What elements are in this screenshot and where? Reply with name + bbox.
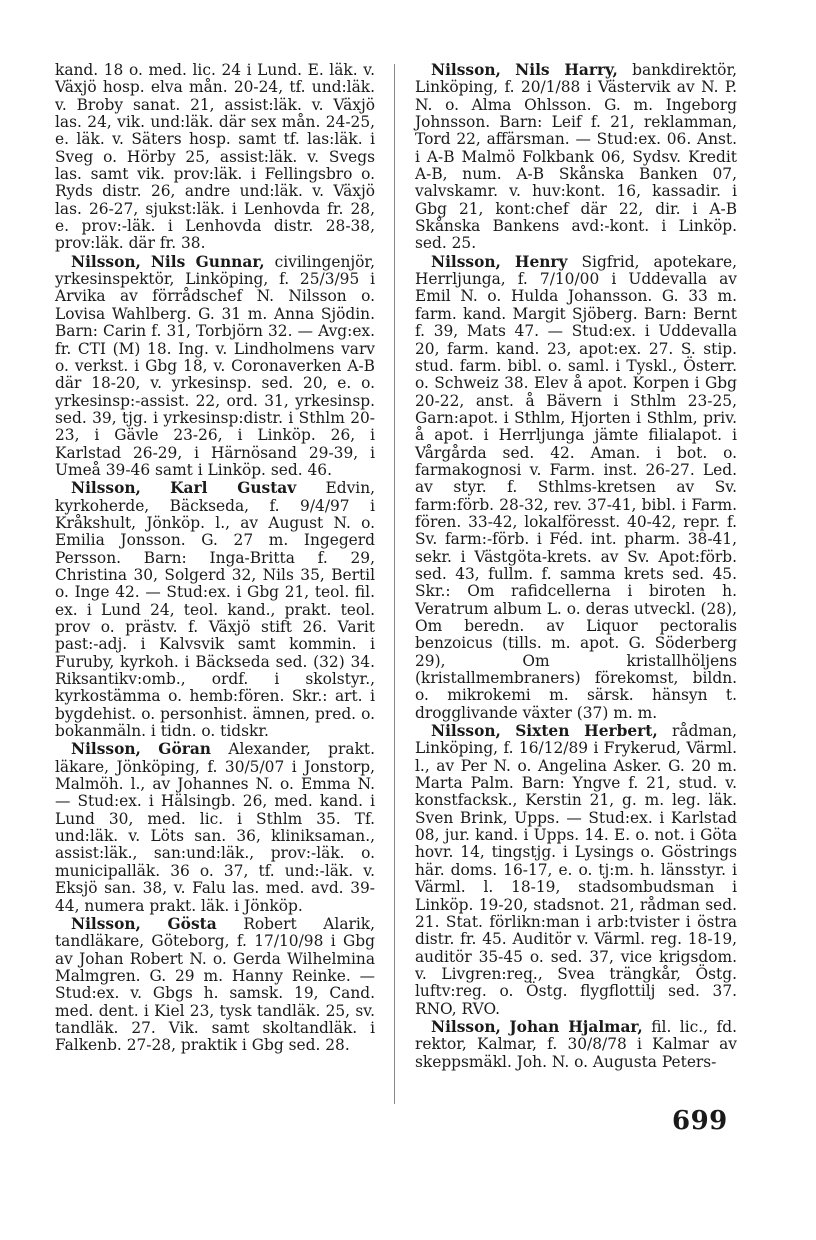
entry-given-name: Nils Harry,	[515, 61, 618, 79]
biography-entry	[415, 254, 737, 722]
entry-surname: Nilsson,	[431, 252, 501, 271]
entry-given-name: Henry	[514, 252, 568, 271]
column-divider	[394, 64, 395, 1104]
entry-given-name: Nils Gunnar,	[150, 252, 265, 271]
entry-surname: Nilsson,	[431, 1017, 501, 1036]
entry-surname: Nilsson,	[431, 722, 501, 741]
entry-text: bankdirektör, Linköping, f. 20/1/88 i Västervik av N. P. N. o. Alma Ohlsson. G. m. Ingeborg Johnsson. Barn: Leif f. 21, reklamman, Tord 22, affärsman. — Stud:ex. 06. Anst. i A-B Malmö Folkbank 06, Sydsv. Kredit A-B, num. A-B Skånska Banken 07, valvskamr. v. huv:kont. 16, kassadir. i Gbg 21, kont:chef där 22, dir. i A-B Skånska Bankens avd:-kont. i Linköp. sed. 25.	[415, 61, 737, 253]
page-number: 699	[672, 1106, 728, 1136]
right-column	[415, 62, 737, 1072]
entry-text: fil. lic., fd. rektor, Kalmar, f. 30/8/78 i Kalmar av skeppsmäkl. Joh. N. o. Augusta Peters-	[415, 1017, 737, 1071]
entry-given-name: Johan Hjalmar,	[509, 1017, 643, 1036]
entry-text: kand. 18 o. med. lic. 24 i Lund. E. läk. v. Växjö hosp. elva mån. 20-24, tf. und:läk. v. Broby sanat. 21, assist:läk. v. Växjö las. 24, vik. und:läk. där sex mån. 24-25, e. läk. v. Säters hosp. samt tf. las:läk. i Sveg o. Hörby 25, assist:läk. v. Svegs las. samt vik. prov:läk. i Fellingsbro o. Ryds distr. 26, andre und:läk. v. Växjö las. 26-27, sjukst:läk. i Lenhovda fr. 28, e. prov:-läk. i Lenhovda distr. 28-38, prov:läk. där fr. 38.	[55, 61, 375, 253]
entry-surname: Nilsson,	[431, 61, 501, 79]
entry-surname: Nilsson,	[71, 479, 141, 498]
biography-entry	[55, 254, 375, 479]
entry-given-name: Karl Gustav	[170, 479, 297, 498]
entry-given-name: Göran	[158, 740, 211, 759]
entry-text: civilingenjör, yrkesinspektör, Linköping, f. 25/3/95 i Arvika av förrådschef N. Nilsson o. Lovisa Wahlberg. G. 31 m. Anna Sjödin. Barn: Carin f. 31, Torbjörn 32. — Avg:ex. fr. CTI (M) 18. Ing. v. Lindholmens varv o. verkst. i Gbg 18, v. Coronaverken A-B där 18-20, v. yrkesinsp. sed. 20, e. o. yrkesinsp:-assist. 22, ord. 31, yrkesinsp. sed. 39, tjg. i yrkesinsp:distr. i Sthlm 20-23, i Gävle 23-26, i Linköp. 26, i Karlstad 26-29, i Härnösand 29-39, i Umeå 39-46 samt i Linköp. sed. 46.	[55, 252, 375, 479]
biography-entry	[415, 723, 737, 1018]
entry-given-name: Gösta	[167, 914, 217, 933]
biography-entry	[415, 62, 737, 253]
entry-surname: Nilsson,	[71, 914, 141, 933]
entry-text: Sigfrid, apotekare, Herrljunga, f. 7/10/00 i Uddevalla av Emil N. o. Hulda Johansson. G. 33 m. farm. kand. Margit Sjöberg. Barn: Bernt f. 39, Mats 47. — Stud:ex. i Uddevalla 20, farm. kand. 23, apot:ex. 27. S. stip. stud. farm. bibl. o. saml. i Tyskl., Österr. o. Schweiz 38. Elev å apot. Korpen i Gbg 20-22, anst. å Bävern i Sthlm 23-25, Garn:apot. i Sthlm, Hjorten i Sthlm, priv. å apot. i Herrljunga jämte filialapot. i Vårgårda sed. 42. Aman. i bot. o. farmakognosi v. Farm. inst. 26-27. Led. av styr. f. Sthlms-kretsen av Sv. farm:förb. 28-32, rev. 37-41, bibl. i Farm. fören. 33-42, lokalföresst. 40-42, repr. f. Sv. farm:-förb. i Féd. int. pharm. 38-41, sekr. i Västgöta-krets. av Sv. Apot:förb. sed. 43, fullm. f. samma krets sed. 45. Skr.: Om rafidcellerna i biroten h. Veratrum album L. o. deras utveckl. (28), Om beredn. av Liquor pectoralis benzoicus (tills. m. apot. G. Söderberg 29), Om kristallhöljens (kristallmembraners) förekomst, bildn. o. mikrokemi m. särsk. hänsyn t. drogglivande växter (37) m. m.	[415, 252, 737, 722]
entry-text: Robert Alarik, tandläkare, Göteborg, f. 17/10/98 i Gbg av Johan Robert N. o. Gerda Wilhelmina Malmgren. G. 29 m. Hanny Reinke. — Stud:ex. v. Gbgs h. samsk. 19, Cand. med. dent. i Kiel 23, tysk tandläk. 25, sv. tandläk. 27. Vik. samt skoltandläk. i Falkenb. 27-28, praktik i Gbg sed. 28.	[55, 914, 375, 1055]
biography-entry	[55, 480, 375, 740]
entry-text: rådman, Linköping, f. 16/12/89 i Frykerud, Värml. l., av Per N. o. Angelina Asker. G. 20 m. Marta Palm. Barn: Yngve f. 21, stud. v. konstfacksk., Kerstin 21, g. m. leg. läk. Sven Brink, Upps. — Stud:ex. i Karlstad 08, jur. kand. i Upps. 14. E. o. not. i Göta hovr. 14, tingstjg. i Lysings o. Göstrings här. doms. 16-17, e. o. tj:m. h. länsstyr. i Värml. l. 18-19, stadsombudsman i Linköp. 19-20, stadsnot. 21, rådman sed. 21. Stat. förlikn:man i arb:tvister i östra distr. fr. 45. Auditör v. Värml. reg. 18-19, auditör 35-45 o. sed. 37, vice krigsdom. v. Livgren:reg., Svea trängkår, Östg. luftv:reg. o. Östg. flygflottilj sed. 37. RNO, RVO.	[415, 722, 737, 1018]
biography-entry	[55, 916, 375, 1055]
biography-entry	[55, 741, 375, 914]
biography-entry-continued	[55, 62, 375, 253]
entry-surname: Nilsson,	[71, 740, 141, 759]
entry-text: Edvin, kyrkoherde, Bäckseda, f. 9/4/97 i Kråkshult, Jönköp. l., av August N. o. Emilia Jonsson. G. 27 m. Ingegerd Persson. Barn: Inga-Britta f. 29, Christina 30, Solgerd 32, Nils 35, Bertil o. Inge 42. — Stud:ex. i Gbg 21, teol. fil. ex. i Lund 24, teol. kand., prakt. teol. prov o. prästv. f. Växjö stift 26. Varit past:-adj. i Kalvsvik samt kommin. i Furuby, kyrkoh. i Bäckseda sed. (32) 34. Riksantikv:omb., ordf. i skolstyr., kyrkostämma o. hemb:fören. Skr.: art. i bygdehist. o. personhist. ämnen, pred. o. bokanmäln. i tidn. o. tidskr.	[55, 479, 375, 741]
entry-surname: Nilsson,	[71, 252, 141, 271]
entry-text: Alexander, prakt. läkare, Jönköping, f. 30/5/07 i Jonstorp, Malmöh. l., av Johannes N. o. Emma N. — Stud:ex. i Hälsingb. 26, med. kand. i Lund 30, med. lic. i Sthlm 35. Tf. und:läk. v. Löts san. 36, kliniksaman., assist:läk., san:und:läk., prov:-läk. o. municipalläk. 36 o. 37, tf. und:-läk. v. Eksjö san. 38, v. Falu las. med. avd. 39-44, numera prakt. läk. i Jönköp.	[55, 740, 375, 915]
biography-entry	[415, 1019, 737, 1071]
entry-given-name: Sixten Herbert,	[515, 722, 658, 741]
left-column	[55, 62, 375, 1056]
